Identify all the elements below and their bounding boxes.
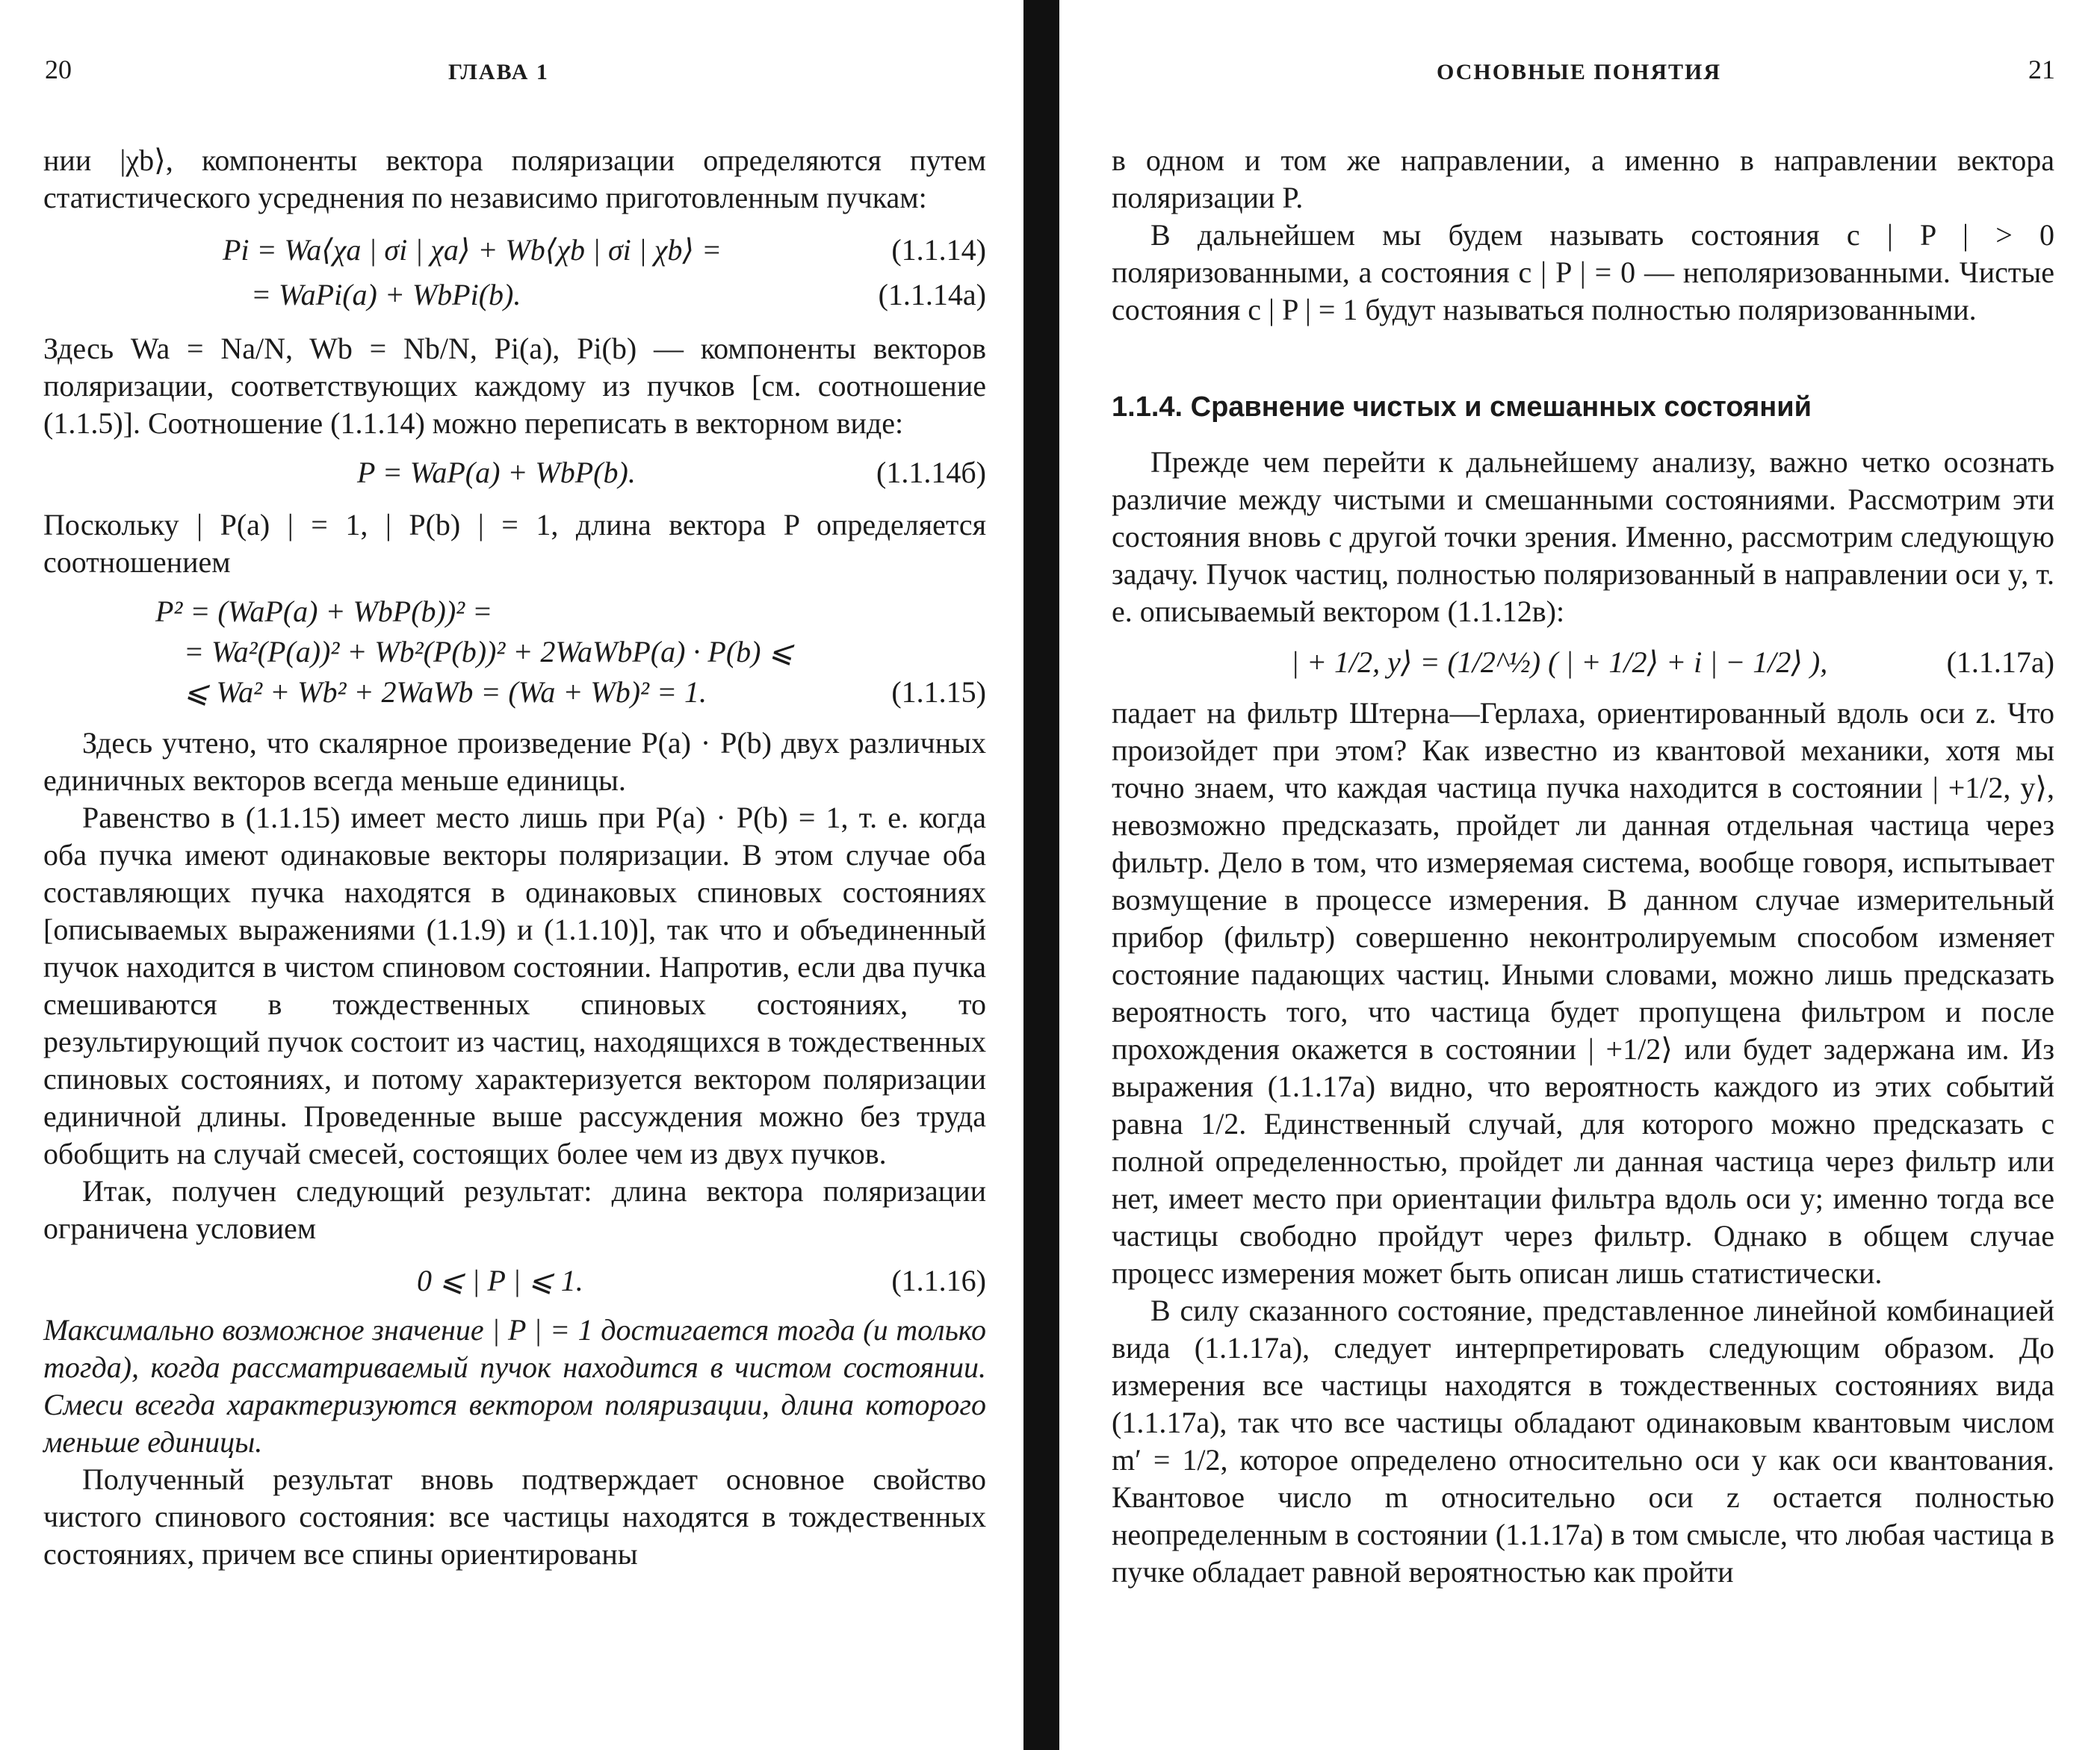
page-number-right: 21 xyxy=(2028,55,2055,84)
left-page xyxy=(0,0,1023,1750)
section-heading: 1.1.4. Сравнение чистых и смешанных состояний xyxy=(1112,391,1812,423)
paragraph: Здесь Wa = Na/N, Wb = Nb/N, Pi(a), Pi(b) — компоненты векторов поляризации, соответствующих каждому из пучков [см. соотношение (1.1.5)]. Соотношение (1.1.14) можно переписать в векторном виде: xyxy=(43,332,986,440)
equation-number: (1.1.14б) xyxy=(876,456,986,489)
paragraph: В силу сказанного состояние, представленное линейной комбинацией вида (1.1.17а), следует интерпретировать следующим образом. До измерения все частицы находятся в тождественных состояниях вида (1.1.17а), так что все частицы обладают одинаковым квантовым числом m′ = 1/2, которое определено относительно оси y как оси квантования. Квантовое число m относительно оси z остается полностью неопределенным в состоянии (1.1.17а) в том смысле, что любая частица в пучке обладает равной вероятностью как пройти xyxy=(1112,1294,2054,1589)
equation-line: = WaPi(a) + WbPi(b). xyxy=(251,278,521,311)
paragraph: Здесь учтено, что скалярное произведение P(a) · P(b) двух различных единичных векторов всегда меньше единицы. xyxy=(43,726,986,797)
equation-1-1-14a xyxy=(43,275,986,315)
equation-number: (1.1.14) xyxy=(891,233,986,267)
book-gutter xyxy=(1023,0,1059,1750)
equation-1-1-17a xyxy=(1112,642,2054,683)
page-number-left: 20 xyxy=(45,55,72,84)
paragraph: Поскольку | P(a) | = 1, | P(b) | = 1, длина вектора P определяется соотношением xyxy=(43,508,986,579)
equation-line: P² = (WaP(a) + WbP(b))² = xyxy=(155,595,493,628)
equation-line: ⩽ Wa² + Wb² + 2WaWb = (Wa + Wb)² = 1. xyxy=(184,675,707,709)
running-head-left: ГЛАВА 1 xyxy=(448,60,549,84)
equation-number: (1.1.16) xyxy=(891,1264,986,1297)
paragraph: падает на фильтр Штерна—Герлаха, ориентированный вдоль оси z. Что произойдет при этом? Как известно из квантовой механики, хотя мы точно знаем, что каждая частица пучка находится в состоянии | +1/2, y⟩, невозможно предсказать, пройдет ли данная отдельная частица через фильтр. Дело в том, что измеряемая система, вообще говоря, испытывает возмущение в процессе измерения. В данном случае измерительный прибор (фильтр) совершенно неконтролируемым способом изменяет состояние падающих частиц. Иными словами, можно лишь предсказать вероятность того, что частица будет пропущена фильтром и после прохождения окажется в состоянии | +1/2⟩ или будет задержана им. Из выражения (1.1.17а) видно, что вероятность каждого из этих событий равна 1/2. Единственный случай, для которого можно предсказать с полной определенностью, пройдет ли данная частица через фильтр или нет, имеет место при ориентации фильтра вдоль оси y; именно тогда все частицы свободно пройдут через фильтр. Однако в общем случае процесс измерения может быть описан лишь статистически. xyxy=(1112,696,2054,1290)
equation-line: 0 ⩽ | P | ⩽ 1. xyxy=(417,1264,583,1297)
equation-line: | + 1/2, y⟩ = (1/2^½) ( | + 1/2⟩ + i | − 1/2⟩ ), xyxy=(1291,645,1828,679)
paragraph: нии |χb⟩, компоненты вектора поляризации определяются путем статистического усреднения по независимо приготовленным пучкам: xyxy=(43,143,986,214)
right-page xyxy=(1059,0,2100,1750)
paragraph: Равенство в (1.1.15) имеет место лишь при P(a) · P(b) = 1, т. е. когда оба пучка имеют одинаковые векторы поляризации. В этом случае оба составляющих пучка находятся в одинаковых спиновых состояниях [описываемых выражениями (1.1.9) и (1.1.10)], так что и объединенный пучок находится в чистом спиновом состоянии. Напротив, если два пучка смешиваются в тождественных спиновых состояниях, то результирующий пучок состоит из частиц, находящихся в тождественных спиновых состояниях, и потому характеризуется вектором поляризации единичной длины. Проведенные выше рассуждения можно без труда обобщить на случай смесей, состоящих более чем из двух пучков. xyxy=(43,801,986,1170)
equation-1-1-16 xyxy=(43,1261,986,1301)
paragraph: Прежде чем перейти к дальнейшему анализу, важно четко осознать различие между чистыми и смешанными состояниями. Рассмотрим эти состояния вновь с другой точки зрения. Именно, рассмотрим следующую задачу. Пучок частиц, полностью поляризованный в направлении оси y, т. е. описываемый вектором (1.1.12в): xyxy=(1112,445,2054,628)
equation-line: Pi = Wa⟨χa | σi | χa⟩ + Wb⟨χb | σi | χb⟩ = xyxy=(223,233,722,267)
equation-1-1-15 xyxy=(43,592,986,713)
paragraph: в одном и том же направлении, а именно в направлении вектора поляризации P. xyxy=(1112,143,2054,214)
running-head-right: ОСНОВНЫЕ ПОНЯТИЯ xyxy=(1437,60,1722,84)
equation-1-1-14 xyxy=(43,230,986,270)
paragraph: В дальнейшем мы будем называть состояния с | P | > 0 поляризованными, а состояния с | P | = 0 — неполяризованными. Чистые состояния с | P | = 1 будут называться полностью поляризованными. xyxy=(1112,218,2054,326)
paragraph: Полученный результат вновь подтверждает основное свойство чистого спинового состояния: все частицы находятся в тождественных состояниях, причем все спины ориентированы xyxy=(43,1462,986,1571)
paragraph: Итак, получен следующий результат: длина вектора поляризации ограничена условием xyxy=(43,1174,986,1245)
equation-number: (1.1.14а) xyxy=(878,278,986,311)
italic-paragraph: Максимально возможное значение | P | = 1 достигается тогда (и только тогда), когда рассматриваемый пучок находится в чистом состоянии. Смеси всегда характеризуются вектором поляризации, длина которого меньше единицы. xyxy=(43,1313,986,1459)
equation-line: = Wa²(P(a))² + Wb²(P(b))² + 2WaWbP(a) · P(b) ⩽ xyxy=(184,635,793,668)
equation-1-1-14b xyxy=(43,453,986,493)
left-text-column xyxy=(43,142,986,1573)
right-text-column xyxy=(1112,142,2054,1591)
equation-number: (1.1.15) xyxy=(891,675,986,709)
equation-number: (1.1.17а) xyxy=(1946,645,2054,679)
equation-line: P = WaP(a) + WbP(b). xyxy=(357,456,636,489)
